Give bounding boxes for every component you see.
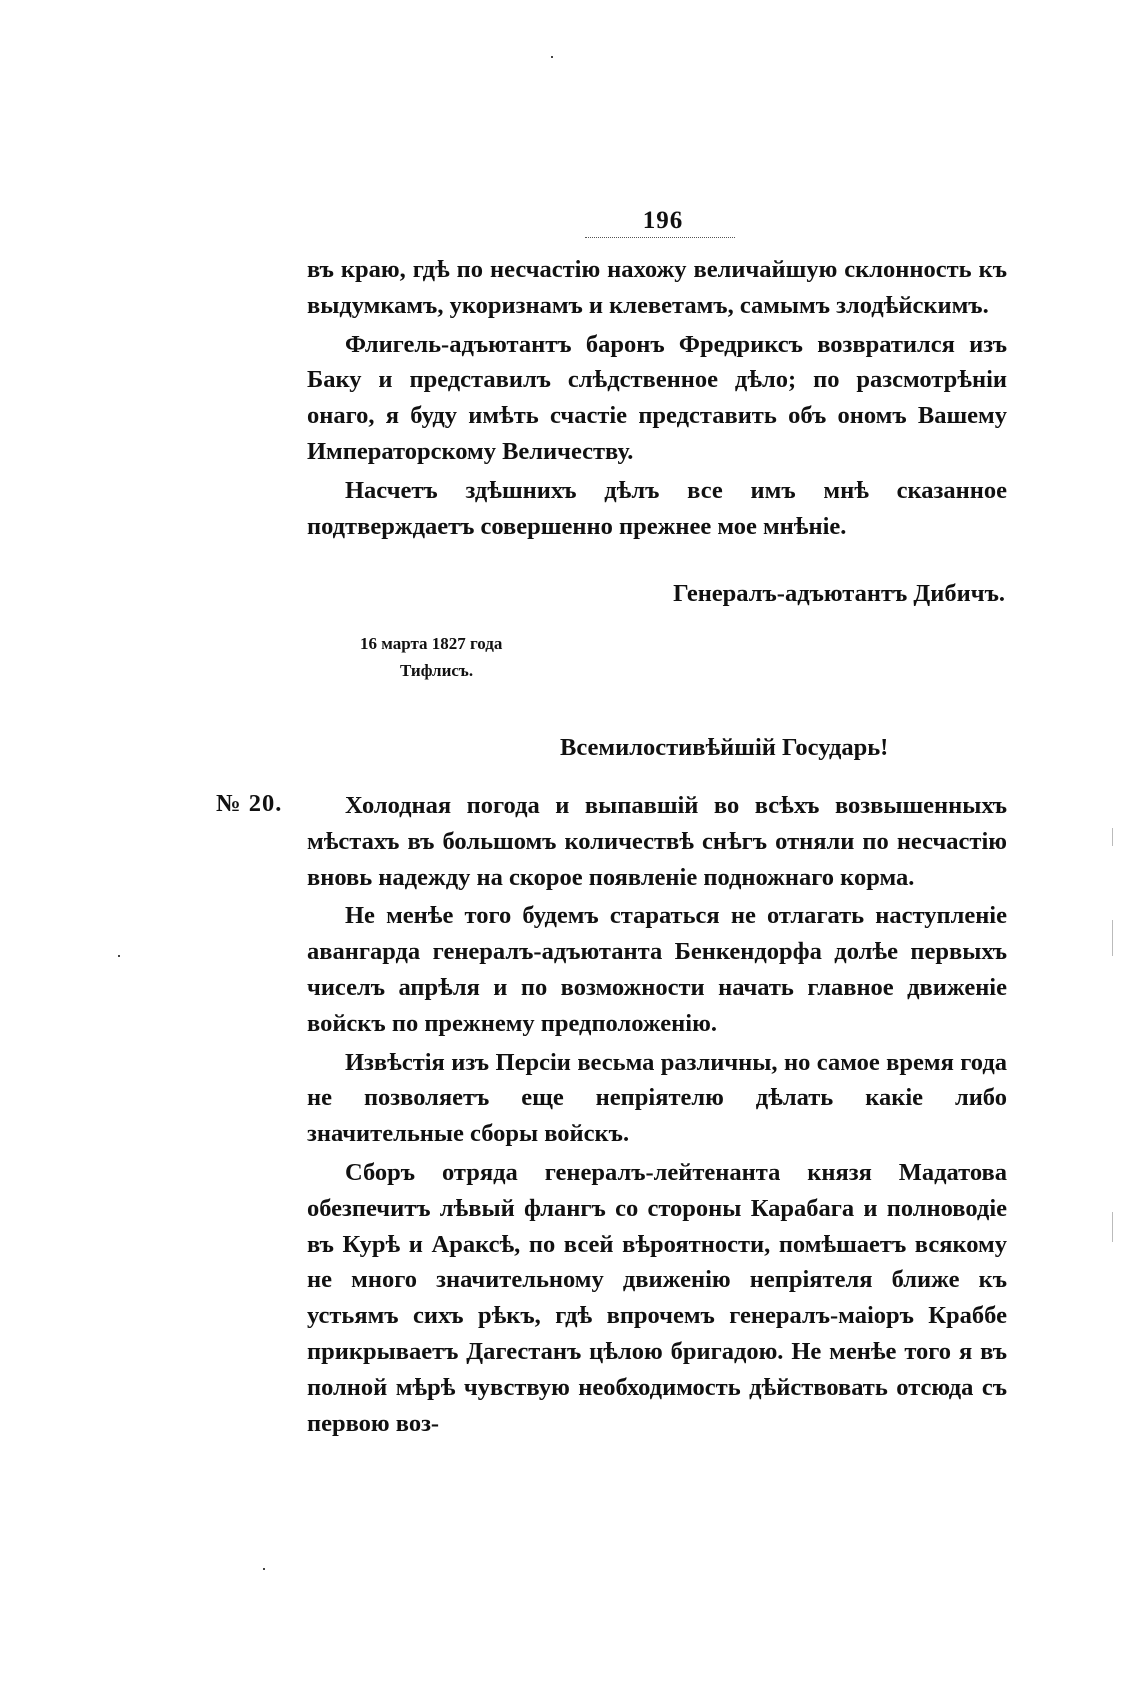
letter-20-body [307, 788, 1007, 1441]
paragraph: Сборъ отряда генералъ-лейтенанта князя Мадатова обезпечитъ лѣвый флангъ со стороны Карабага и полноводіе въ Курѣ и Араксѣ, по всей вѣроятности, помѣшаетъ всякому не много значительному движенію непріятеля ближе къ устьямъ сихъ рѣкъ, гдѣ впрочемъ генералъ-маіоръ Краббе прикрываетъ Дагестанъ цѣлою бригадою. Не менѣе того я въ полной мѣрѣ чувствую необходимость дѣйствовать отсюда съ первою воз- [307, 1158, 1007, 1437]
scan-speck [263, 1568, 265, 1570]
paragraph: Не менѣе того будемъ стараться не отлагать наступленіе авангарда генералъ-адъютанта Бенкендорфа долѣе первыхъ чиселъ апрѣля и по возможности начать главное движеніе войскъ по прежнему предположенію. [307, 902, 1007, 1037]
letter-date: 16 марта 1827 года [360, 634, 503, 653]
paragraph: въ краю, гдѣ по несчастію нахожу величайшую склонность къ выдумкамъ, укоризнамъ и клеветамъ, самымъ злодѣйскимъ. [307, 256, 1007, 319]
previous-letter-ending [307, 252, 1007, 544]
scan-speck [551, 56, 553, 58]
paragraph: Насчетъ здѣшнихъ дѣлъ все имъ мнѣ сказанное подтверждаетъ совершенно прежнее мое мнѣніе. [307, 476, 1007, 540]
paragraph: Флигель-адъютантъ баронъ Фредриксъ возвратился изъ Баку и представилъ слѣдственное дѣло; по разсмотрѣніи онаго, я буду имѣть счастіе представить объ ономъ Вашему Императорскому Величеству. [307, 330, 1007, 465]
date-place-block [360, 630, 560, 684]
scan-edge-mark [1112, 1212, 1113, 1242]
letter-place: Тифлисъ. [400, 661, 474, 680]
signature: Генералъ-адъютантъ Дибичъ. [673, 580, 1005, 607]
salutation: Всемилостивѣйшій Государь! [560, 734, 889, 761]
document-number: № 20. [216, 790, 283, 817]
paragraph: Извѣстія изъ Персіи весьма различны, но самое время года не позволяетъ еще непріятелю дѣлать какіе либо значительные сборы войскъ. [307, 1048, 1007, 1148]
page-number: 196 [642, 207, 684, 234]
scan-speck [118, 955, 120, 957]
scan-edge-mark [1112, 920, 1113, 956]
scan-edge-mark [1112, 828, 1113, 846]
paragraph: Холодная погода и выпавшій во всѣхъ возвышенныхъ мѣстахъ въ большомъ количествѣ снѣгъ отняли по несчастію вновь надежду на скорое появленіе подножнаго корма. [307, 792, 1007, 891]
page-number-underline [585, 237, 735, 238]
